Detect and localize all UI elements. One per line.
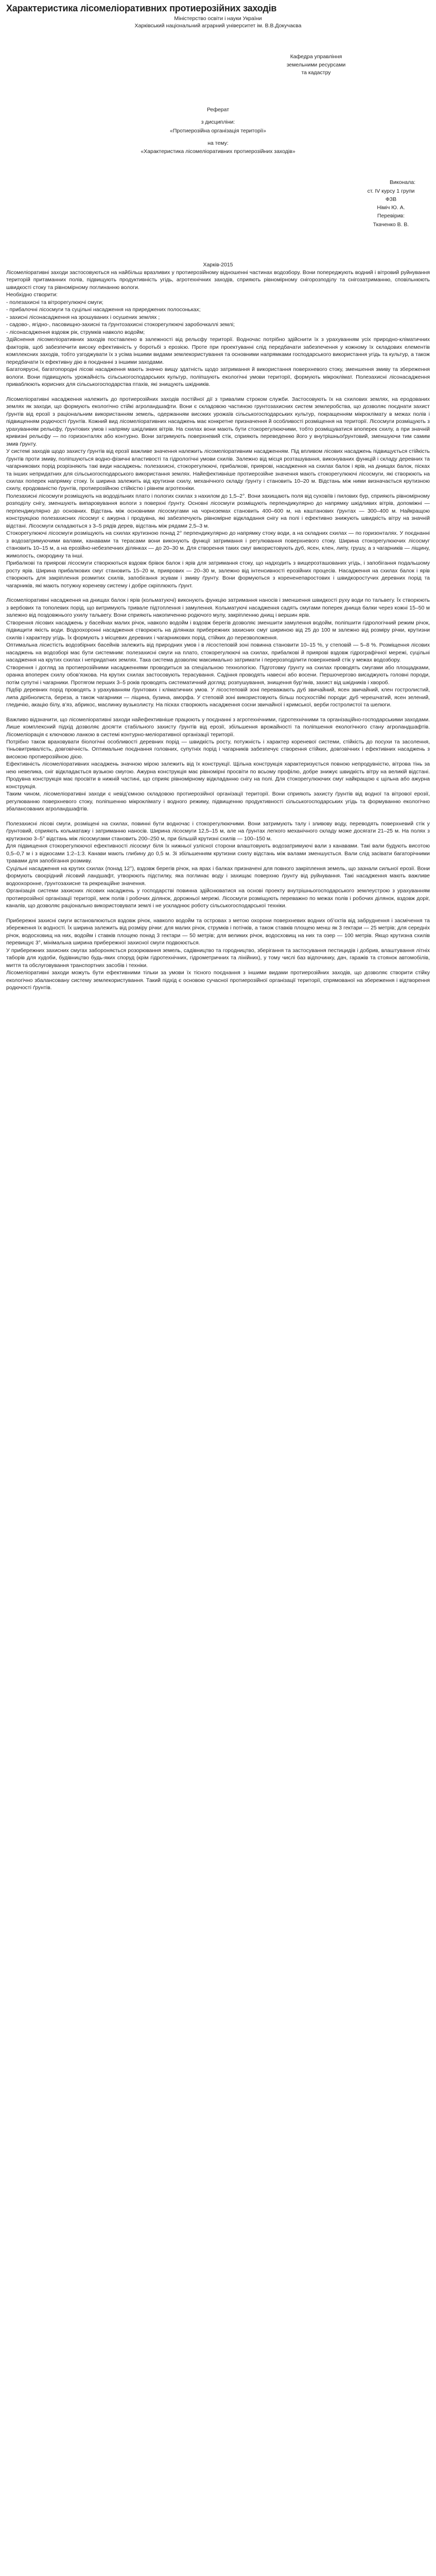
organization-header [6,15,430,29]
body-paragraph: Створення і догляд за протиерозійними насадженнями проводиться за спеціальною технологією. Підготовку ґрунту на схилах проводять смугами або площадками, оранка впоперек схилу обов’язкова. На крутих схилах застосовують терасування. Садіння проводять навесні або восени. Першочергово висаджують головні породи, потім супутні і чагарники. Протягом перших 3–5 років проводять систематичний догляд: розпушування, знищення бур’янів, захист від шкідників і хвороб. [6,664,430,686]
body-paragraph: Для підвищення стокорегулюючої ефективності лісосмуг біля їх нижньої узлісної сторони влаштовують водозатримуючі вали з канавами. Такі вали будують висотою 0,5–0,7 м і з відкосами 1:2–1:3. Канави мають глибину до 0,5 м. Зі збільшенням крутизни схилу відстань між валами зменшується. Вали слід засівати багаторічними травами для запобігання розмиву. [6,843,430,865]
student-info-block [367,178,415,229]
body-paragraph: Полезахисні лісові смуги, розміщені на схилах, повинні бути водночас і стокорегулюючими. Вони затримують талу і зливову воду, переводять поверхневий стік у ґрунтовий, сприяють кольматажу і затриманню наносів. Ширина лісосмуги 12,5–15 м, але на ґрунтах легкого механічного складу може досягати 21–25 м. На полях з крутизною 3–5° відстань між лісосмугами становить 200–250 м, при більшій крутизні схилів — 100–150 м. [6,820,430,842]
student-name: Німіч Ю. А. [377,205,405,211]
topic-prefix: на тему: [207,140,229,146]
department-block [270,53,362,77]
body-paragraph: Суцільні насадження на крутих схилах (понад 12°), вздовж берегів річок, на ярах і балках призначені для повного закріплення земель, що зазнали сильної ерозії. Вони формують своєрідний лісовий ландшафт, утворюють підстилку, яка поглинає воду і захищає поверхню ґрунту від руйнування. Такі насадження мають важливе водоохоронне, ґрунтозахисне та рекреаційне значення. [6,865,430,887]
body-paragraph: Лісомеліоративні заходи можуть бути ефективними тільки за умови їх тісного поєднання з іншими видами протиерозійних заходів, що дозволяє створити стійку екологічно збалансовану систему землекористування. Такий підхід є основою сучасної протиерозійної організації території, спрямованої на збереження і відтворення родючості ґрунтів. [6,970,430,991]
university-line: Харківський національний аграрний університет ім. В.В.Докучаєва [134,23,302,29]
body-paragraph: Багатоярусні, багатопородні лісові насадження мають значно вищу здатність щодо затримання й використання поверхневого стоку, зменшення змиву та збереження вологи. Вони підвищують урожайність сільськогосподарських культур, поліпшують екологічні умови території, формують мікроклімат. Полезахисні лісонасадження приваблюють корисних для сільськогосподарства птахів, які знищують шкідників. [6,366,430,388]
body-paragraph: Створення лісових насаджень у басейнах малих річок, навколо водойм і вздовж берегів дозволяє зменшити замулення водойм, поліпшити гідрологічний режим річок, підвищити якість води. Водоохоронні насадження створюють на ділянках прибережних захисних смуг шириною від 25 до 100 м залежно від розміру річки, крутизни схилів і характеру угідь. Їх формують з місцевих деревних і чагарникових порід, стійких до перезволоження. [6,619,430,641]
body-paragraph: Необхідно створити: [6,292,58,298]
body-paragraph: Важливо відзначити, що лісомеліоративні заходи найефективніше працюють у поєднанні з агротехнічними, гідротехнічними та організаційно-господарськими заходами. Лише комплексний підхід дозволяє досягти стабільного захисту ґрунтів від ерозії, збільшення врожайності та поліпшення екологічного стану агроландшафтів. Лісомеліорація є ключовою ланкою в системі контурно-меліоративної організації території. [6,716,430,738]
paragraph-spacer [6,910,430,917]
document-title: Характеристика лісомеліоративних протиерозійних заходів [6,3,277,13]
ministry-line: Міністерство освіти і науки України [174,15,262,22]
discipline-prefix: з дисципліни: [201,119,235,126]
list-item: - полезахисні та вітрорегулюючі смуги; [6,299,103,306]
body-paragraph: Організація системи захисних лісових насаджень у господарстві повинна здійснюватися на основі проекту внутрішньогосподарського землеустрою з урахуванням протиерозійної організації території, меж полів і робочих ділянок, дорожньої мережі. Лісосмуги розміщують переважно по межах полів і робочих ділянок, вздовж доріг, каналів, що дозволяє раціонально використовувати землі і не ускладнює роботу сільськогосподарської техніки. [6,888,430,909]
body-paragraph: Стокорегулюючі лісосмуги розміщують на схилах крутизною понад 2° перпендикулярно до напрямку стоку води, а на складних схилах — по горизонталях. У поєднанні з водозатримуючими валами, канавами та терасами вони виконують функції затримання і регулювання поверхневого стоку. Ширина стокорегулюючих лісосмуг становить 10–15 м, а на ерозійно-небезпечних ділянках — до 20–30 м. Для створення таких смуг використовують дуб, ясен, клен, липу, грушу, а з чагарників — ліщину, жимолость, смородину та інші. [6,530,430,559]
paragraph-spacer [6,709,430,716]
body-paragraph: Прибалкові та приярові лісосмуги створюються вздовж брівок балок і ярів для затримання стоку, що надходить з вищерозташованих угідь, і запобігання подальшому росту ярів. Ширина прибалкових смуг становить 15–20 м, приярових — 20–30 м, залежно від інтенсивності ерозійних процесів. Насадження на схилах балок і ярів створюють для закріплення розмитих схилів, запобігання зсувам і змиву ґрунту. Вони формуються з корененепаростових і швидкоростучих деревних порід та чагарників, які мають потужну кореневу систему і добре скріплюють ґрунт. [6,560,430,589]
body-paragraph: Лісомеліоративні насадження належить до протиерозійних заходів постійної дії з тривалим строком служби. Застосовують їх на схилових землях, на еродованих землях як заходи, що формують екологічно стійкі агроландшафти. Вони є складовою частиною грунтозахисних систем землеробства, що дозволяє поєднати захист ґрунтів від ерозії з раціональним використанням земель, одержанням високих урожаїв сільськогосподарських культур, покращенням мікроклімату в межах полів і підвищенням родючості ґрунтів. Кожний вид лісомеліоративних насаджень має конкретне призначення й особливості розміщення на території. Лісосмуги розміщують з урахуванням рельєфу, ґрунтових умов і напряму шкідливих вітрів. На схилах вони мають бути стокорегулюючими, тобто розміщуватися впоперек схилу, а при значній кривизні рельєфу — по горизонталях або контурно. Вони затримують поверхневий стік, сприяють переведенню його у внутрішньоґрунтовий, зменшуючи тим самим змив ґрунту. [6,396,430,447]
list-item: - лісонасадження вздовж рік, струмків навколо водойм; [6,329,145,335]
list-item: - захисні лісонасадження на зрошуваних і осушених землях ; [6,314,160,320]
abstract-type: Реферат [206,107,230,113]
document-body [6,269,430,992]
body-paragraph: Оптимальна лісистість водозбірних басейнів залежить від природних умов і в лісостеповій зоні повинна становити 10–15 %, у степовій — 5–8 %. Розміщення лісових насаджень на водозборі має бути системним: полезахисні смуги на плато, стокорегулюючі на схилах, прибалкові й приярові вздовж гідрографічної мережі, суцільні насадження на крутих схилах і непридатних землях. Така система дозволяє максимально затримати і перерозподілити поверхневий стік у межах водозбору. [6,642,430,664]
teacher-name: Ткаченко В. В. [373,221,409,228]
body-paragraph: Таким чином, лісомеліоративні заходи є невід’ємною складовою протиерозійної організації території. Вони сприяють захисту ґрунтів від водної та вітрової ерозії, регулюванню поверхневого стоку, поліпшенню мікроклімату і водного режиму, підвищенню продуктивності сільськогосподарських угідь та формуванню екологічно збалансованих агроландшафтів. [6,791,430,812]
department-line: земельними ресурсами [286,61,346,68]
student-group: ст. IV курсу 1 групи ФЗВ [367,188,415,202]
paragraph-spacer [6,813,430,820]
checked-by-label: Перевірив: [377,213,405,219]
discipline-name: «Протиерозійна організація території» [169,127,267,134]
body-paragraph: Прибережні захисні смуги встановлюються вздовж річок, навколо водойм та островах з метою охорони поверхневих водних об’єктів від забруднення і засмічення та збереження їх водності. Їх ширина залежить від розміру річки: для малих річок, струмків і потічків, а також ставків площею менш як 3 гектари — 25 метрів; для середніх річок, водосховищ на них, водойм і ставків площею понад 3 гектари — 50 метрів; для великих річок, водосховищ на них та озер — 100 метрів. Якщо крутизна схилів перевищує 3°, мінімальна ширина прибережної захисної смуги подвоюється. [6,917,430,946]
abstract-title-block [6,106,430,156]
body-paragraph: У системі заходів щодо захисту ґрунтів від ерозії важливе значення належить лісомеліоративним насадженням. Під впливом лісових насаджень підвищується стійкість ґрунтів проти змиву, поліпшуються водно-фізичні властивості та гідрологічні умови схилів. Залежно від місця розташування, виконуваних функцій і складу деревних та чагарникових порід розрізняють такі види насаджень: полезахисні, стокорегулюючі, прибалкові, приярові, насадження на схилах балок і ярів, на днищах балок, пісках та інших непридатних для сільськогосподарського використання землях. Найефективніше протиерозійне значення мають стокорегулюючі лісосмуги, які створюють на схилах поперек напрямку стоку. Їх ширина залежить від крутизни схилу, механічного складу ґрунту і становить 10–20 м. Відстань між ними визначається крутизною схилу, еродованістю ґрунтів, протиерозійною стійкістю і рівнем агротехніки. [6,448,430,492]
body-paragraph: Полезахисні лісосмуги розміщують на вододільних плато і пологих схилах з нахилом до 1,5–2°. Вони захищають поля від суховіїв і пилових бур, сприяють рівномірному розподілу снігу, зменшують випаровування вологи з поверхні ґрунту. Основні лісосмуги розміщують перпендикулярно до напрямку шкідливих вітрів, допоміжні — перпендикулярно до основних. Відстань між основними лісосмугами на чорноземах становить 400–600 м, на каштанових ґрунтах — 300–400 м. Найкращою конструкцією полезахисних лісосмуг є ажурна і продувна, які забезпечують рівномірне відкладання снігу на полі і ефективно знижують швидкість вітру на значній відстані. Лісосмуги складаються з 3–5 рядів дерев, відстань між рядами 2,5–3 м. [6,493,430,529]
body-paragraph: Здійснення лісомеліоративних заходів поставлено в залежності від рельєфу території. Водночас потрібно здійснити їх з урахуванням усіх природно-кліматичних факторів, щоб забезпечити високу ефективність у боротьбі з ерозією. Проте при проектуванні слід передбачати забезпечення у кожному їх складових елементів комплексних заходів, тобто узгоджувати їх з усіма іншими видами землекористування та основними напрямками господарського використання угідь та культур, а також передбачати їх ефективну дію в поєднанні з іншими заходами. [6,336,430,365]
paragraph-spacer [6,388,430,396]
topic-name: «Характеристика лісомеліоративних протиерозійних заходів» [141,148,295,155]
department-line: Кафедра управління [290,54,342,60]
document-page [0,0,436,1004]
body-paragraph: У прибережних захисних смугах забороняється розорювання земель, садівництво та городництво, зберігання та застосування пестицидів і добрив, влаштування літніх таборів для худоби, будівництво будь-яких споруд (крім гідротехнічних, гідрометричних та лінійних), у тому числі баз відпочинку, дач, гаражів та стоянок автомобілів, миття та обслуговування транспортних засобів і техніки. [6,947,430,969]
body-paragraph: Потрібно також враховувати біологічні особливості деревних порід — швидкість росту, потужність і характер кореневої системи, стійкість до посухи та засолення, тіньовитривалість, довговічність. Оптимальне поєднання головних, супутніх порід і чагарників забезпечує створення стійких, довговічних і ефективних насаджень з високою протиерозійною дією. [6,738,430,760]
done-by-label: Виконала: [390,179,415,186]
list-item: - садово-, ягідно-, пасовищно-захисні та ґрунтозахисні стокорегулюючі заробочкаллі землі; [6,321,235,328]
body-paragraph: Ефективність лісомеліоративних насаджень значною мірою залежить від їх конструкції. Щільна конструкція характеризується повною непродувністю, вітрова тінь за нею невелика, сніг відкладається вузькою смугою. Ажурна конструкція має рівномірні просвіти по всьому профілю, добре знижує швидкість вітру на великій відстані. Продувна конструкція має просвіти в нижній частині, що сприяє рівномірному відкладанню снігу на полі. Для стокорегулюючих смуг найкращою є щільна або ажурна конструкція. [6,761,430,790]
department-line: та кадастру [301,69,331,76]
paragraph-spacer [6,589,430,597]
city-year: Харків-2015 [203,261,233,268]
list-item: - прибалочні лісосмуги та суцільні насадження на приреджених полосоньках; [6,307,201,313]
body-paragraph: Лісомеліоративні заходи застосовуються на найбільш вразливих у протиерозійному відношенні частинах водозбору. Вони попереджують водний і вітровий руйнування територій притаманних полів, підвищують продуктивність угідь, агротехнічних заходів, сприяють рівномірному снігорозподілу та снігозатриманню, сповільнюють швидкості стоку та рівномірному поглинанню вологи. [6,269,430,291]
body-paragraph: Підбір деревних порід проводять з урахуванням ґрунтових і кліматичних умов. У лісостеповій зоні переважають дуб звичайний, ясен звичайний, клен гостролистий, липа дрібнолиста, береза, а також чагарники — ліщина, бузина, аморфа. У степовій зоні використовують більш посухостійкі породи: дуб черешчатий, ясен зелений, гледичію, акацію білу, в’яз, абрикос, маслинку вузьколисту. На пісках створюють насадження сосни звичайної і кримської, верби гостролистої та шелюги. [6,687,430,708]
body-paragraph: Лісомеліоративні насадження на днищах балок і ярів (кольматуючі) виконують функцію затримання наносів і зменшення швидкості руху води по тальвегу. Їх створюють з вербових та тополевих порід, що витримують тривале підтоплення і замулення. Кольматуючі насадження садять смугами поперек днища балки через кожні 15–50 м залежно від поздовжнього ухилу тальвегу. Вони сприяють накопиченню родючого мулу, закріпленню днищ і вершин ярів. [6,597,430,619]
